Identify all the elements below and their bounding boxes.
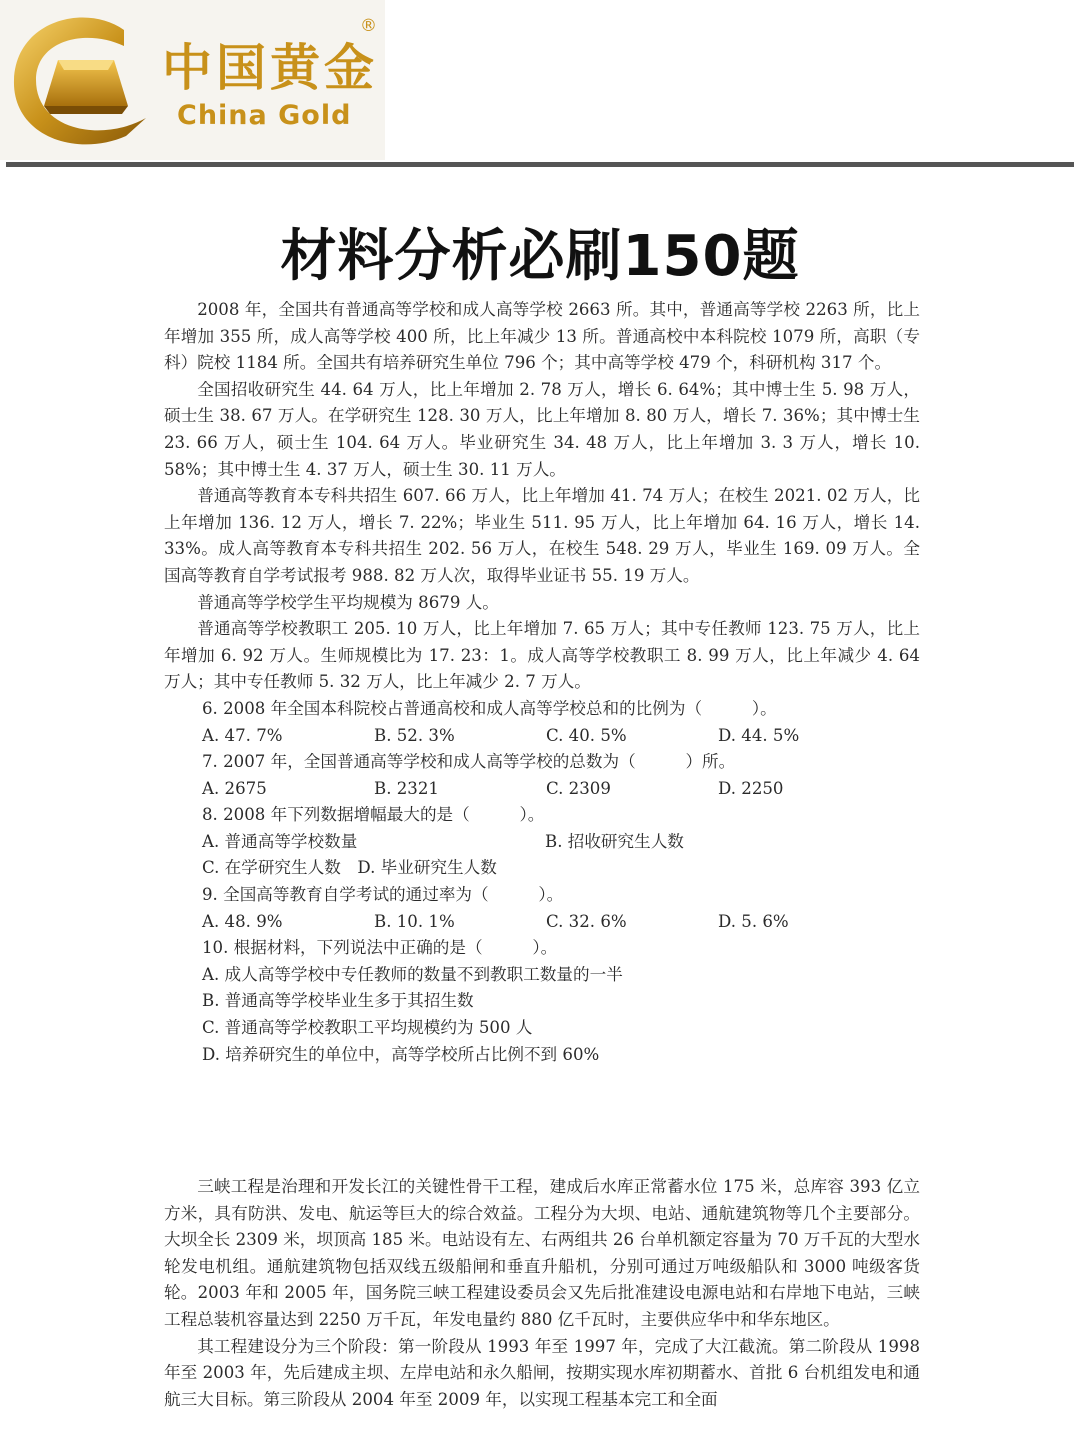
option-b: B. 招收研究生人数	[545, 831, 684, 851]
question-9: 9. 全国高等教育自学考试的通过率为（ ）。	[202, 885, 564, 905]
option-a: A. 普通高等学校数量	[202, 831, 358, 851]
question-8: 8. 2008 年下列数据增幅最大的是（ ）。	[202, 805, 545, 825]
option-c: C. 普通高等学校教职工平均规模约为 500 人	[202, 1018, 533, 1038]
passage-1-section	[164, 297, 920, 1068]
option-a: A. 48. 9%	[202, 911, 283, 931]
paragraph: 全国招收研究生 44. 64 万人，比上年增加 2. 78 万人，增长 6. 64%；其中博士生 5. 98 万人，硕士生 38. 67 万人。在学研究生 128. 30 万人，比上年增加 8. 80 万人，增长 7. 36%；其中博士生 23. 66 万人，硕士生 104. 64 万人。毕业研究生 34. 48 万人，比上年增加 3. 3 万人，增长 10. 58%；其中博士生 4. 37 万人，硕士生 30. 11 万人。	[164, 379, 920, 479]
header-divider	[6, 162, 1074, 167]
question-6: 6. 2008 年全国本科院校占普通高校和成人高等学校总和的比例为（ ）。	[202, 698, 777, 718]
paragraph: 2008 年，全国共有普通高等学校和成人高等学校 2663 所。其中，普通高等学校 2263 所，比上年增加 355 所，成人高等学校 400 所，比上年减少 13 所。普通高校中本科院校 1079 所，高职（专科）院校 1184 所。全国共有培养研究生单位 796 个；其中高等学校 479 个，科研机构 317 个。	[164, 300, 920, 373]
passage-2-section	[164, 1174, 920, 1413]
option-c: C. 2309	[546, 778, 611, 798]
option-d: D. 44. 5%	[718, 725, 800, 745]
question-8-options-row2: C. 在学研究生人数 D. 毕业研究生人数	[202, 858, 497, 878]
question-9-options	[164, 909, 920, 936]
option-c: C. 40. 5%	[546, 725, 627, 745]
option-d: D. 5. 6%	[718, 911, 789, 931]
paragraph: 三峡工程是治理和开发长江的关键性骨干工程，建成后水库正常蓄水位 175 米，总库容 393 亿立方米，具有防洪、发电、航运等巨大的综合效益。工程分为大坝、电站、通航建筑物等几个主要部分。大坝全长 2309 米，坝顶高 185 米。电站设有左、右两组共 26 台单机额定容量为 70 万千瓦的大型水轮发电机组。通航建筑物包括双线五级船闸和垂直升船机，分别可通过万吨级船队和 3000 吨级客货轮。2003 年和 2005 年，国务院三峡工程建设委员会又先后批准建设电源电站和右岸地下电站，三峡工程总装机容量达到 2250 万千瓦，年发电量约 880 亿千瓦时，主要供应华中和华东地区。	[164, 1177, 920, 1329]
paragraph: 其工程建设分为三个阶段：第一阶段从 1993 年至 1997 年，完成了大江截流。第二阶段从 1998 年至 2003 年，先后建成主坝、左岸电站和永久船闸，按期实现水库初期蓄水、首批 6 台机组发电和通航三大目标。第三阶段从 2004 年至 2009 年，以实现工程基本完工和全面	[164, 1336, 920, 1409]
option-b: B. 2321	[374, 778, 439, 798]
option-a: A. 47. 7%	[202, 725, 283, 745]
option-b: B. 普通高等学校毕业生多于其招生数	[202, 991, 474, 1011]
option-d: D. 培养研究生的单位中，高等学校所占比例不到 60%	[202, 1044, 600, 1064]
page-title: 材料分析必刷150题	[280, 224, 800, 289]
option-a: A. 2675	[202, 778, 267, 798]
paragraph: 普通高等教育本专科共招生 607. 66 万人，比上年增加 41. 74 万人；在校生 2021. 02 万人，比上年增加 136. 12 万人，增长 7. 22%；毕业生 511. 95 万人，比上年增加 64. 16 万人，增长 14. 33%。成人高等教育本专科共招生 202. 56 万人，在校生 548. 29 万人，毕业生 169. 09 万人。全国高等教育自学考试报考 988. 82 万人次，取得毕业证书 55. 19 万人。	[164, 486, 920, 585]
paragraph: 普通高等学校学生平均规模为 8679 人。	[197, 592, 499, 612]
option-b: B. 10. 1%	[374, 911, 455, 931]
paragraph: 普通高等学校教职工 205. 10 万人，比上年增加 7. 65 万人；其中专任教师 123. 75 万人，比上年增加 6. 92 万人。生师规模比为 17. 23：1。成人高等学校教职工 8. 99 万人，比上年减少 4. 64 万人；其中专任教师 5. 32 万人，比上年减少 2. 7 万人。	[164, 619, 920, 692]
option-b: B. 52. 3%	[374, 725, 455, 745]
brand-name-english: China Gold	[177, 100, 352, 131]
option-a: A. 成人高等学校中专任教师的数量不到教职工数量的一半	[202, 964, 623, 984]
gold-ingot-logo-icon	[6, 8, 156, 153]
question-6-options	[164, 723, 920, 750]
option-d: D. 2250	[718, 778, 784, 798]
registered-mark: ®	[360, 16, 377, 36]
brand-name-chinese: 中国黄金	[162, 39, 378, 97]
question-7-options	[164, 776, 920, 803]
china-gold-logo	[0, 0, 385, 160]
question-7: 7. 2007 年，全国普通高等学校和成人高等学校的总数为（ ）所。	[202, 752, 736, 772]
option-c: C. 32. 6%	[546, 911, 627, 931]
question-10: 10. 根据材料，下列说法中正确的是（ ）。	[202, 938, 558, 958]
question-8-options	[164, 829, 920, 856]
header	[0, 0, 1080, 170]
